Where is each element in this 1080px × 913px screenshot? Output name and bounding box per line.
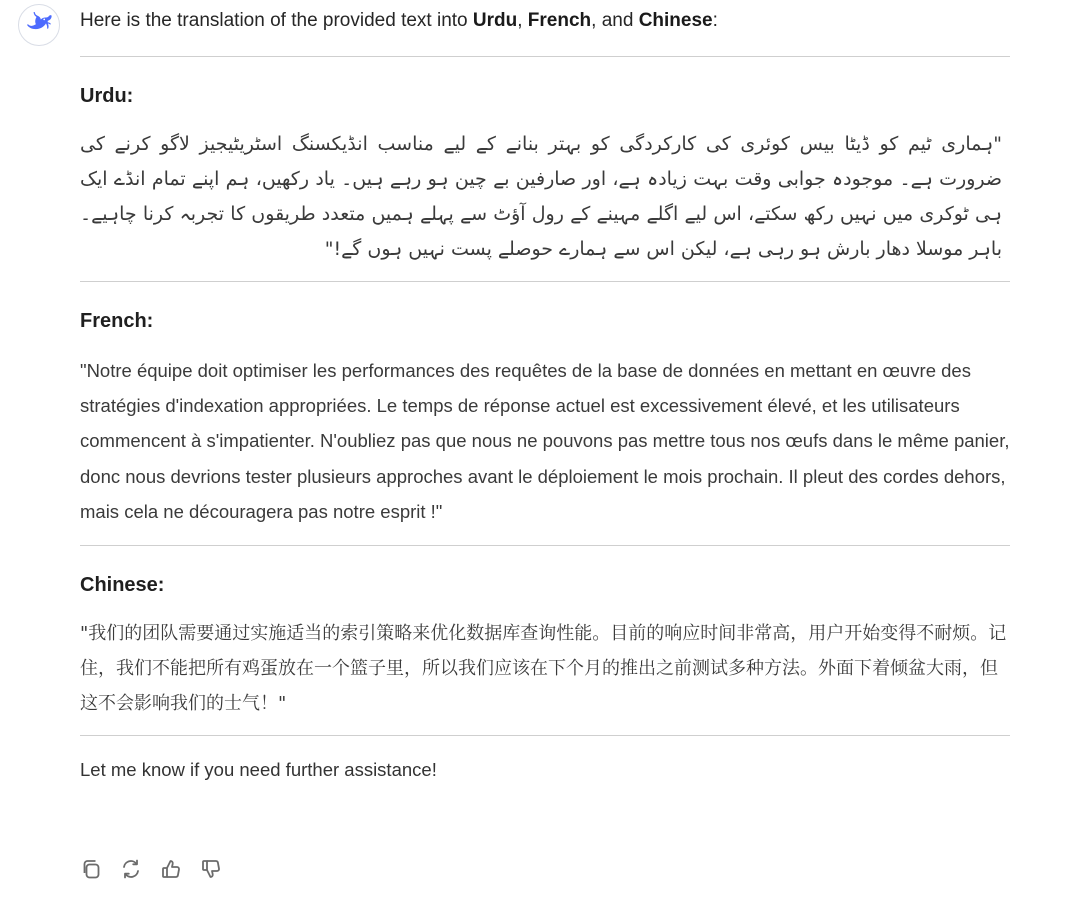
response-outro: Let me know if you need further assistance!: [80, 759, 437, 781]
regenerate-icon: [120, 858, 142, 885]
thumbs-up-icon: [160, 858, 182, 885]
urdu-translation: "ہماری ٹیم کو ڈیٹا بیس کوئری کی کارکردگی کو بہتر بنانے کے لیے مناسب انڈیکسنگ اسٹریٹیجیز لاگو کرنے کی ضرورت ہے۔ موجودہ جوابی وقت بہت زیادہ ہے، اور صارفین بے چین ہو رہے ہیں۔ یاد رکھیں، ہم اپنے تمام انڈے ایک ہی ٹوکری میں نہیں رکھ سکتے، اس لیے اگلے مہینے کے رول آؤٹ سے پہلے ہمیں متعدد طریقوں کا تجربہ کرنا چاہیے۔ باہر موسلا دھار بارش ہو رہی ہے، لیکن اس سے ہمارے حوصلے پست نہیں ہوں گے!": [80, 133, 1002, 260]
divider: [80, 545, 1010, 546]
urdu-heading: Urdu:: [80, 85, 134, 107]
like-button[interactable]: [160, 859, 182, 883]
lang-chinese-label: Chinese: [638, 10, 713, 31]
lang-french-label: French: [527, 10, 592, 31]
regenerate-button[interactable]: [120, 859, 142, 883]
divider: [80, 281, 1010, 282]
chinese-heading: Chinese:: [80, 574, 165, 597]
chinese-translation: "我们的团队需要通过实施适当的索引策略来优化数据库查询性能。目前的响应时间非常高，用户开始变得不耐烦。记住，我们不能把所有鸡蛋放在一个篮子里，所以我们应该在下个月的推出之前测试多种方法。外面下着倾盆大雨，但这不会影响我们的士气！": [80, 623, 1007, 715]
deepseek-whale-icon: [26, 12, 52, 39]
french-heading: French:: [80, 310, 154, 332]
copy-icon: [80, 858, 102, 885]
french-translation: "Notre équipe doit optimiser les performances des requêtes de la base de données en mettant en œuvre des stratégies d'indexation appropriées. Le temps de réponse actuel est excessivement élevé, et les utilisateurs commencent à s'impatienter. N'oubliez pas que nous ne pouvons pas mettre tous nos œufs dans le même panier, donc nous devrions tester plusieurs approches avant le déploiement le mois prochain. Il pleut des cordes dehors, mais cela ne découragera pas notre esprit !": [80, 360, 1010, 522]
divider: [80, 735, 1010, 736]
divider: [80, 56, 1010, 57]
dislike-button[interactable]: [200, 859, 222, 883]
response-intro: Here is the translation of the provided text into Urdu, French, and Chinese:: [80, 10, 718, 31]
message-actions: [80, 859, 222, 883]
lang-urdu-label: Urdu: [472, 10, 518, 31]
copy-button[interactable]: [80, 859, 102, 883]
assistant-message: [80, 0, 1010, 781]
assistant-avatar: [18, 4, 60, 46]
thumbs-down-icon: [200, 858, 222, 885]
